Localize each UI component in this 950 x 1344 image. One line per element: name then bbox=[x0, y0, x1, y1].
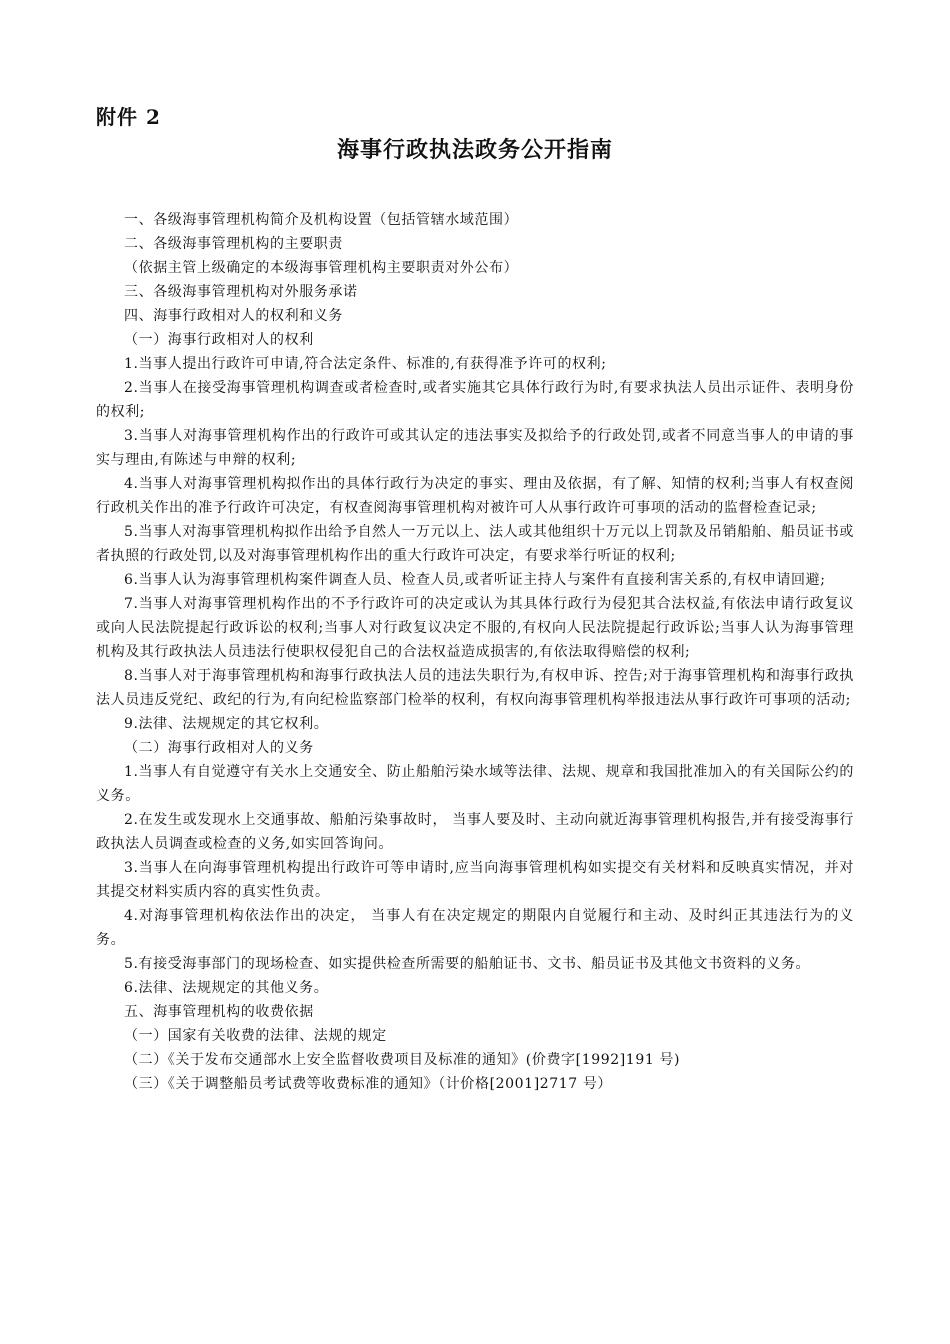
section-note: （依据主管上级确定的本级海事管理机构主要职责对外公布） bbox=[124, 260, 519, 276]
subsection-heading: （三）《关于调整船员考试费等收费标准的通知》（计价格[2001]2717 号） bbox=[124, 1076, 613, 1092]
list-item: 5.有接受海事部门的现场检查、如实提供检查所需要的船舶证书、文书、船员证书及其他文书资料的义务。 bbox=[124, 956, 811, 972]
document-title: 海事行政执法政务公开指南 bbox=[336, 137, 613, 163]
section-heading: 一、各级海事管理机构简介及机构设置（包括管辖水域范围） bbox=[124, 212, 519, 228]
list-item: 3.当事人在向海事管理机构提出行政许可等申请时,应当向海事管理机构如实提交有关材料和反映真实情况，并对其提交材料实质内容的真实性负责。 bbox=[96, 860, 854, 900]
list-item: 2.在发生或发现水上交通事故、船舶污染事故时， 当事人要及时、主动向就近海事管理机构报告,并有接受海事行政执法人员调查或检查的义务,如实回答询问。 bbox=[96, 812, 854, 852]
section-heading: 五、海事管理机构的收费依据 bbox=[124, 1004, 314, 1020]
list-item: 5.当事人对海事管理机构拟作出给予自然人一万元以上、法人或其他组织十万元以上罚款及吊销船舶、船员证书或者执照的行政处罚,以及对海事管理机构作出的重大行政许可决定，有要求举行听证的权利; bbox=[96, 524, 854, 564]
list-item: 7.当事人对海事管理机构作出的不予行政许可的决定或认为其具体行政行为侵犯其合法权益,有依法申请行政复议或向人民法院提起行政诉讼的权利;当事人对行政复议决定不服的,有权向人民法院提起行政诉讼;当事人认为海事管理机构及其行政执法人员违法行使职权侵犯自己的合法权益造成损害的,有依法取得赔偿的权利; bbox=[96, 596, 854, 660]
attachment-label: 附件 2 bbox=[96, 105, 161, 129]
subsection-heading: （二）《关于发布交通部水上安全监督收费项目及标准的通知》(价费字[1992]191 号) bbox=[124, 1052, 681, 1068]
list-item: 1.当事人有自觉遵守有关水上交通安全、防止船舶污染水域等法律、法规、规章和我国批准加入的有关国际公约的义务。 bbox=[96, 764, 854, 804]
document-body bbox=[96, 208, 854, 1096]
subsection-heading: （二）海事行政相对人的义务 bbox=[124, 740, 314, 756]
list-item: 4.当事人对海事管理机构拟作出的具体行政行为决定的事实、理由及依据，有了解、知情的权利;当事人有权查阅行政机关作出的准予行政许可决定，有权查阅海事管理机构对被许可人从事行政许可事项的活动的监督检查记录; bbox=[96, 476, 854, 516]
list-item: 2.当事人在接受海事管理机构调查或者检查时,或者实施其它具体行政行为时,有要求执法人员出示证件、表明身份的权利; bbox=[96, 380, 854, 420]
list-item: 4.对海事管理机构依法作出的决定， 当事人有在决定规定的期限内自觉履行和主动、及时纠正其违法行为的义务。 bbox=[96, 908, 854, 948]
subsection-heading: （一）海事行政相对人的权利 bbox=[124, 332, 314, 348]
list-item: 8.当事人对于海事管理机构和海事行政执法人员的违法失职行为,有权申诉、控告;对于海事管理机构和海事行政执法人员违反党纪、政纪的行为,有向纪检监察部门检举的权利，有权向海事管理机构举报违法从事行政许可事项的活动; bbox=[96, 668, 854, 708]
list-item: 3.当事人对海事管理机构作出的行政许可或其认定的违法事实及拟给予的行政处罚,或者不同意当事人的申请的事实与理由,有陈述与申辩的权利; bbox=[96, 428, 854, 468]
list-item: 6.法律、法规规定的其他义务。 bbox=[124, 980, 329, 996]
list-item: 6.当事人认为海事管理机构案件调查人员、检查人员,或者听证主持人与案件有直接利害关系的,有权申请回避; bbox=[124, 572, 826, 588]
subsection-heading: （一）国家有关收费的法律、法规的规定 bbox=[124, 1028, 387, 1044]
section-heading: 二、各级海事管理机构的主要职责 bbox=[124, 236, 343, 252]
list-item: 1.当事人提出行政许可申请,符合法定条件、标准的,有获得准予许可的权利; bbox=[124, 356, 607, 372]
section-heading: 三、各级海事管理机构对外服务承诺 bbox=[124, 284, 358, 300]
list-item: 9.法律、法规规定的其它权利。 bbox=[124, 716, 329, 732]
section-heading: 四、海事行政相对人的权利和义务 bbox=[124, 308, 343, 324]
